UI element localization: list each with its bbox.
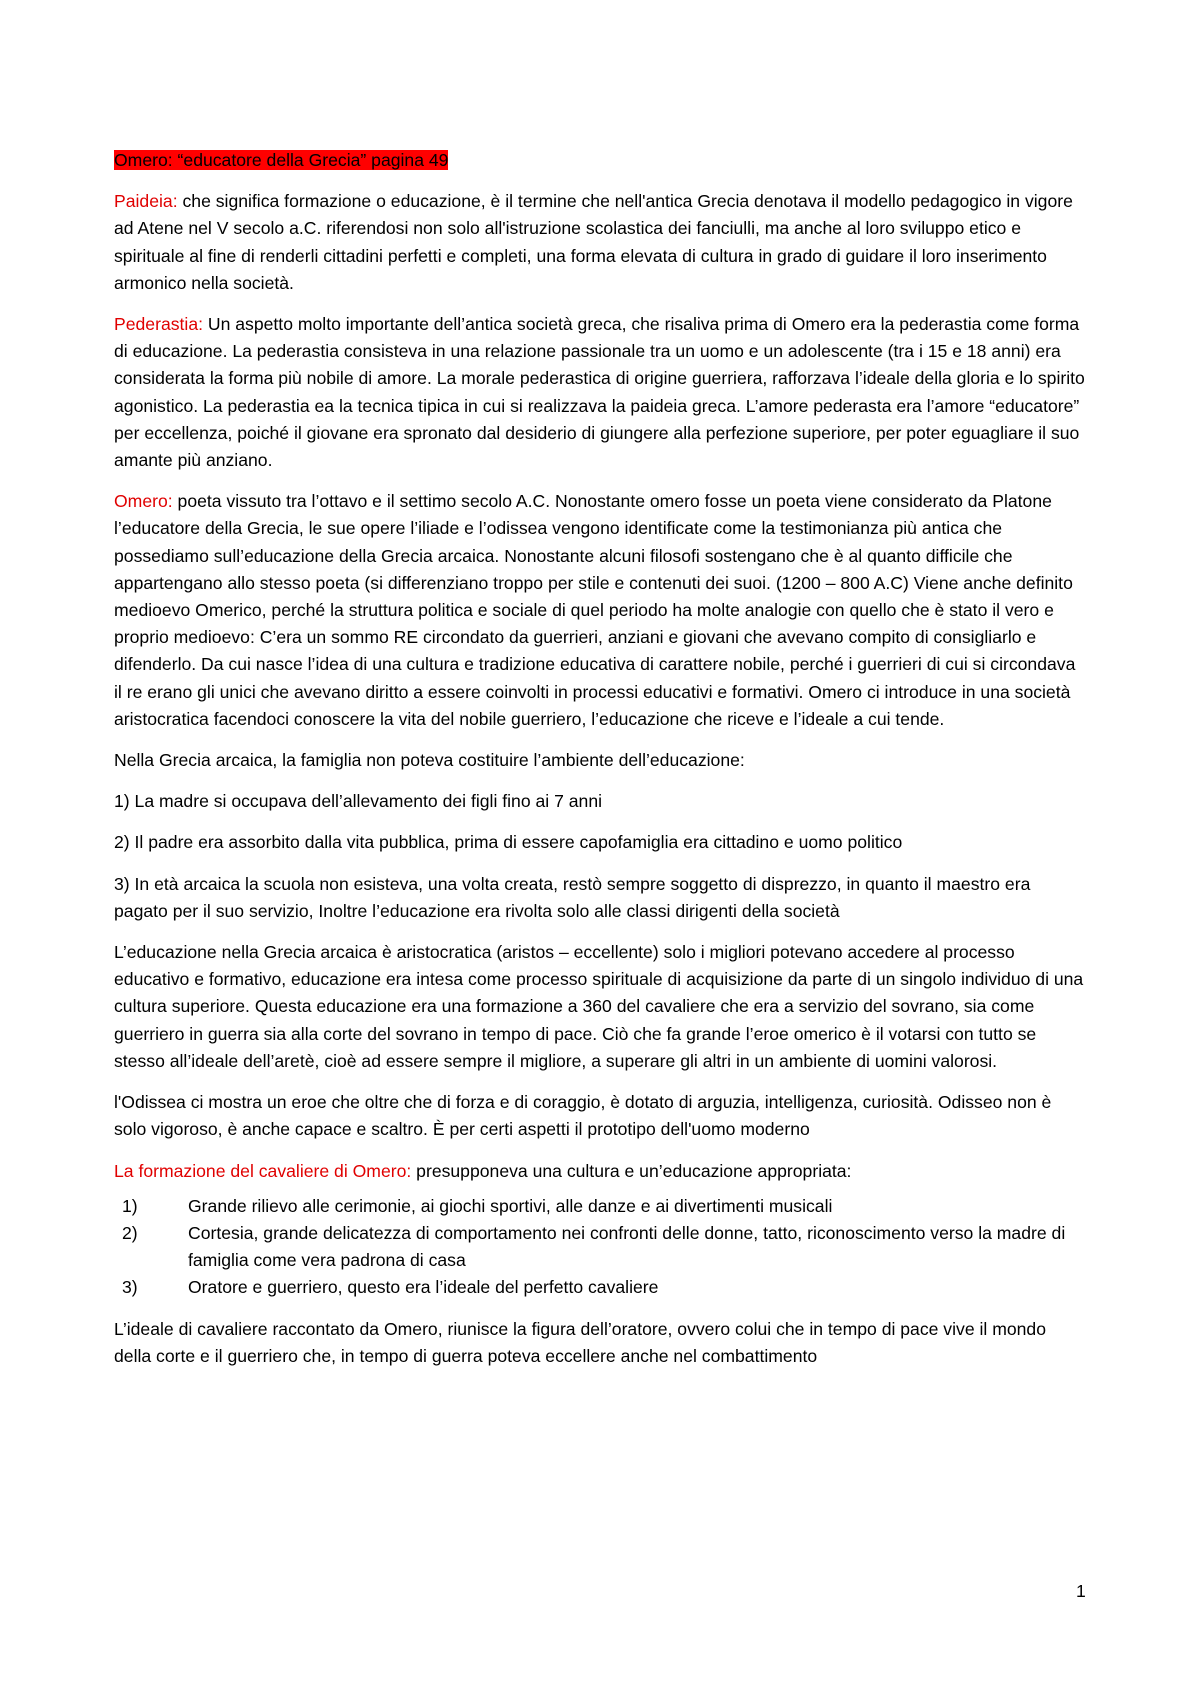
famiglia-point-3: 3) In età arcaica la scuola non esisteva, una volta creata, restò sempre soggetto di disprezzo, in quanto il maestro era pagato per il suo servizio, Inoltre l’educazione era rivolta solo alle classi dirigenti della società (114, 873, 1031, 921)
paragraph-aristocratica: L’educazione nella Grecia arcaica è aristocratica (aristos – eccellente) solo i migliori potevano accedere al processo educativo e formativo, educazione era intesa come processo spirituale di acquisizione da parte di un singolo individuo di una cultura superiore. Questa educazione era una formazione a 360 del cavaliere che era a servizio del sovrano, sia come guerriero in guerra sia alla corte del sovrano in tempo di pace. Ciò che fa grande l’eroe omerico è il votarsi con tutto se stesso all’ideale dell’aretè, cioè ad essere sempre il migliore, a superare gli altri in un ambiente di uomini valorosi. (114, 942, 1084, 1071)
paragraph-pederastia (114, 311, 1086, 474)
term-formazione: La formazione del cavaliere di Omero: (114, 1160, 412, 1181)
list-number: 1) (122, 1195, 138, 1216)
term-omero: Omero: (114, 491, 173, 512)
term-paideia: Paideia: (114, 191, 178, 212)
famiglia-point-1: 1) La madre si occupava dell’allevamento dei figli fino ai 7 anni (114, 791, 603, 812)
famiglia-point-2: 2) Il padre era assorbito dalla vita pubblica, prima di essere capofamiglia era cittadino e uomo politico (114, 832, 903, 853)
formazione-list (114, 1193, 1086, 1302)
page-number: 1 (1076, 1581, 1086, 1601)
formazione-text: presupponeva una cultura e un’educazione appropriata: (411, 1160, 852, 1181)
term-pederastia: Pederastia: (114, 314, 203, 335)
paragraph-paideia (114, 188, 1086, 297)
document-body (114, 147, 1086, 1384)
paragraph-famiglia-intro: Nella Grecia arcaica, la famiglia non poteva costituire l’ambiente dell’educazione: (114, 750, 745, 771)
list-item (114, 1274, 1086, 1301)
list-number: 2) (122, 1222, 138, 1243)
paideia-text: che significa formazione o educazione, è il termine che nell'antica Grecia denotava il modello pedagogico in vigore ad Atene nel V secolo a.C. riferendosi non solo all'istruzione scolastica dei fanciulli, ma anche al loro sviluppo etico e spirituale al fine di renderli cittadini perfetti e completi, una forma elevata di cultura in grado di guidare il loro inserimento armonico nella società. (114, 191, 1073, 293)
paragraph-formazione (114, 1158, 1086, 1185)
list-item-text: Oratore e guerriero, questo era l’ideale del perfetto cavaliere (188, 1277, 659, 1298)
list-item (114, 1193, 1086, 1220)
paragraph-conclusione: L’ideale di cavaliere raccontato da Omero, riunisce la figura dell’oratore, ovvero colui che in tempo di pace vive il mondo della corte e il guerriero che, in tempo di guerra poteva eccellere anche nel combattimento (114, 1318, 1046, 1366)
paragraph-odissea: l'Odissea ci mostra un eroe che oltre che di forza e di coraggio, è dotato di arguzia, intelligenza, curiosità. Odisseo non è solo vigoroso, è anche capace e scaltro. È per certi aspetti il prototipo dell'uomo moderno (114, 1092, 1052, 1140)
omero-text: poeta vissuto tra l’ottavo e il settimo secolo A.C. Nonostante omero fosse un poeta viene considerato da Platone l’educatore della Grecia, le sue opere l’iliade e l’odissea vengono identificate come la testimonianza più antica che possediamo sull’educazione della Grecia arcaica. Nonostante alcuni filosofi sostengano che è al quanto difficile che appartengano allo stesso poeta (si differenziano troppo per stile e contenuti dei suoi. (1200 – 800 A.C) Viene anche definito medioevo Omerico, perché la struttura politica e sociale di quel periodo ha molte analogie con quello che è stato il vero e proprio medioevo: C’era un sommo RE circondato da guerrieri, anziani e giovani che avevano compito di consigliarlo e difenderlo. Da cui nasce l’idea di una cultura e tradizione educativa di carattere nobile, perché i guerrieri di cui si circondava il re erano gli unici che avevano diritto a essere coinvolti in processi educativi e formativi. Omero ci introduce in una società aristocratica facendoci conoscere la vita del nobile guerriero, l’educazione che riceve e l’ideale a cui tende. (114, 491, 1076, 729)
list-item-text: Cortesia, grande delicatezza di comportamento nei confronti delle donne, tatto, riconoscimento verso la madre di famiglia come vera padrona di casa (188, 1222, 1066, 1271)
pederastia-text: Un aspetto molto importante dell’antica società greca, che risaliva prima di Omero era la pederastia come forma di educazione. La pederastia consisteva in una relazione passionale tra un uomo e un adolescente (tra i 15 e 18 anni) era considerata la forma più nobile di amore. La morale pederastica di origine guerriera, rafforzava l’ideale della gloria e lo spirito agonistico. La pederastia ea la tecnica tipica in cui si realizzava la paideia greca. L’amore pederasta era l’amore “educatore” per eccellenza, poiché il giovane era spronato dal desiderio di giungere alla perfezione superiore, per poter eguagliare il suo amante più anziano. (114, 314, 1085, 471)
paragraph-omero (114, 488, 1086, 733)
list-number: 3) (122, 1277, 138, 1298)
heading-paragraph (114, 147, 1086, 174)
list-item (114, 1220, 1086, 1274)
list-item-text: Grande rilievo alle cerimonie, ai giochi sportivi, alle danze e ai divertimenti musicali (188, 1195, 833, 1216)
page-title: Omero: “educatore della Grecia” pagina 49 (114, 150, 449, 170)
